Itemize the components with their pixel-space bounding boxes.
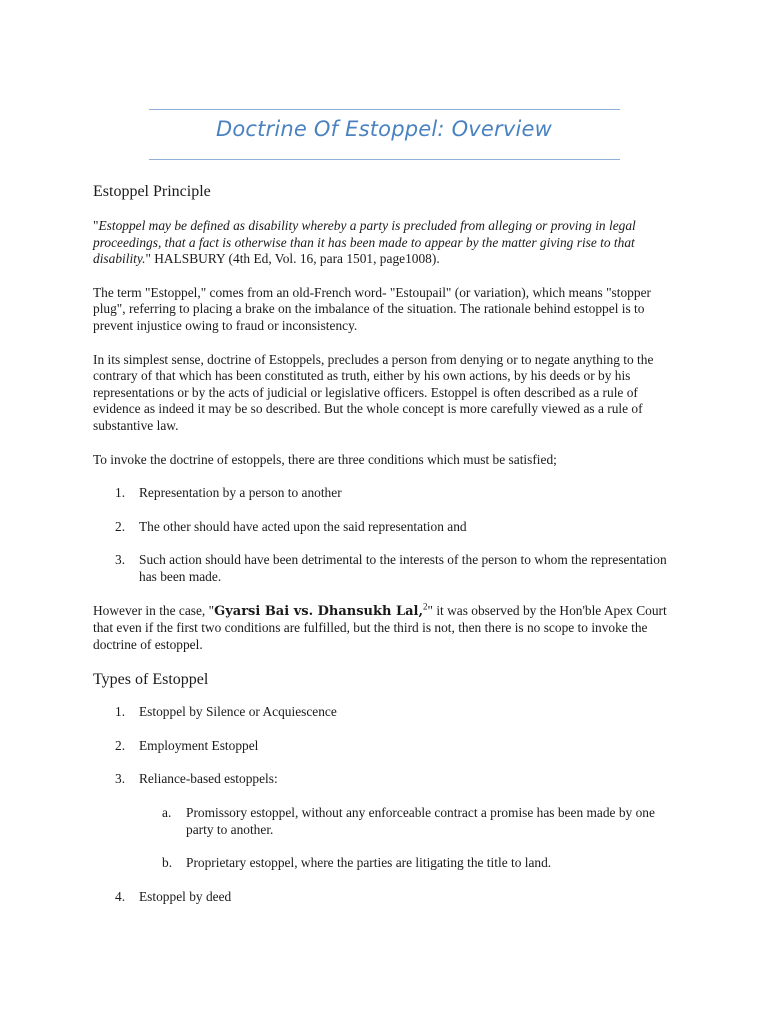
- list-marker: 3.: [115, 552, 126, 568]
- list-item: [93, 889, 678, 906]
- sub-list-item-text: Proprietary estoppel, where the parties are litigating the title to land.: [186, 855, 552, 871]
- list-item-text: Estoppel by Silence or Acquiescence: [139, 704, 337, 720]
- quote-open: ": [93, 218, 99, 233]
- document-body: [93, 182, 678, 922]
- sub-list-item: [139, 855, 678, 872]
- list-item-text: The other should have acted upon the said representation and: [139, 518, 467, 534]
- types-list: [93, 704, 678, 905]
- list-marker: 1.: [115, 704, 126, 720]
- list-item: [93, 771, 678, 871]
- list-item-text: Estoppel by deed: [139, 888, 232, 904]
- list-item: [93, 519, 678, 536]
- sub-list-item-text: Promissory estoppel, without any enforceable contract a promise has been made by one party to another.: [186, 805, 655, 837]
- case-law-paragraph: [93, 603, 678, 654]
- list-item: [93, 704, 678, 721]
- simplest-sense-paragraph: In its simplest sense, doctrine of Estoppels, precludes a person from denying or to negate anything to the contrary of that which has been constituted as truth, either by his own actions, by his deeds or by his representations or by the acts of judicial or legislative officers. Estoppel is often described as a rule of evidence as indeed it may be so described. But the whole concept is more carefully viewed as a rule of substantive law.: [93, 351, 654, 433]
- quote-citation: " HALSBURY (4th Ed, Vol. 16, para 1501, page1008).: [145, 251, 440, 267]
- list-item: [93, 485, 678, 502]
- halsbury-definition-paragraph: [93, 218, 678, 268]
- etymology-paragraph: The term "Estoppel," comes from an old-French word- "Estoupail" (or variation), which means "stopper plug", referring to placing a brake on the imbalance of the situation. The rationale behind estoppel is to prevent injustice owing to fraud or inconsistency.: [93, 284, 651, 333]
- section-heading-estoppel-principle: Estoppel Principle: [93, 183, 211, 200]
- title-bottom-rule: [149, 159, 620, 160]
- list-marker: 1.: [115, 485, 126, 501]
- conditions-intro-paragraph: To invoke the doctrine of estoppels, there are three conditions which must be satisfied;: [93, 451, 557, 467]
- sub-list-marker: a.: [162, 805, 172, 821]
- document-title: Doctrine Of Estoppel: Overview: [215, 117, 553, 141]
- case-intro-text: However in the case, ": [93, 602, 215, 618]
- reliance-subtypes-list: [139, 805, 678, 872]
- sub-list-marker: b.: [162, 855, 173, 871]
- conditions-list: [93, 485, 678, 585]
- list-item: [93, 552, 678, 585]
- list-marker: 3.: [115, 771, 126, 787]
- title-top-rule: [149, 109, 620, 110]
- list-item: [93, 738, 678, 755]
- list-marker: 2.: [115, 737, 126, 753]
- list-item-text: Reliance-based estoppels:: [139, 771, 278, 787]
- list-item-text: Employment Estoppel: [139, 737, 259, 753]
- case-observation-text: " it was observed by the Hon'ble Apex Court that even if the first two conditions are fulfilled, but the third is not, then there is no scope to invoke the doctrine of estoppel.: [93, 602, 667, 652]
- list-item-text: Such action should have been detrimental to the interests of the person to whom the representation has been made.: [139, 552, 667, 584]
- footnote-marker[interactable]: 2: [423, 601, 428, 612]
- case-name: Gyarsi Bai vs. Dhansukh Lal,: [214, 603, 424, 619]
- list-item-text: Representation by a person to another: [139, 485, 342, 501]
- list-marker: 2.: [115, 518, 126, 534]
- sub-list-item: [139, 805, 678, 838]
- definition-quote-text: Estoppel may be defined as disability whereby a party is precluded from alleging or proving in legal proceedings, that a fact is otherwise than it has been made to appear by the matter giving rise to that disability.: [93, 218, 636, 267]
- list-marker: 4.: [115, 888, 126, 904]
- section-heading-types-of-estoppel: Types of Estoppel: [93, 671, 209, 689]
